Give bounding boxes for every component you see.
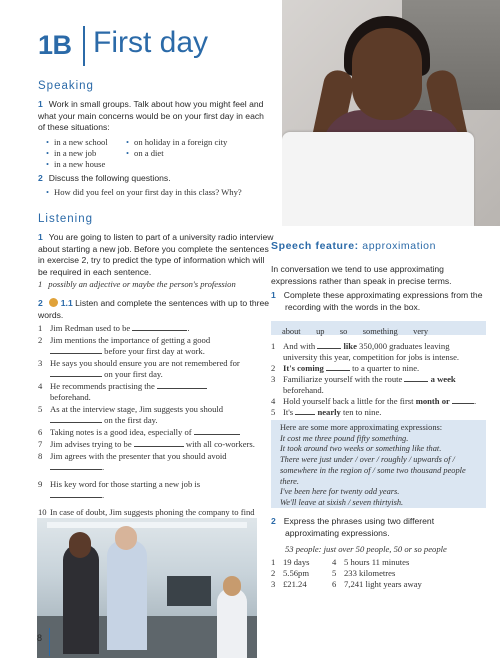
listening-heading: Listening bbox=[38, 213, 94, 225]
page-number: 8 bbox=[37, 633, 43, 643]
unit-number: 1B bbox=[38, 30, 72, 60]
phrases-right: 4 5 hours 11 minutes 5 233 kilometres 6 7,241 light years away bbox=[332, 557, 422, 589]
speaking-ex1: 1 Work in small groups. Talk about how you might feel and what your main concerns would be on your first day in each of these situations: bbox=[38, 99, 264, 132]
expressions-note-box: Here are some more approximating expressions: It cost me three pound fifty something. It took around two weeks or something like that. There were just under / over / roughly / upwards of / somewhere in the region of / some two thousand people there. I've been here for twenty odd years. We'll leave at sixish / seven thirtyish. bbox=[271, 420, 486, 508]
situations-left: • in a new school • in a new job • in a new house bbox=[46, 137, 108, 169]
speech-ex2: 2 Express the phrases using two different approximating expressions. bbox=[271, 516, 435, 538]
listening-items: 1 Jim Redman used to be . 2 Jim mentions the importance of getting a good before your first day at work. 3 He says you should ensure you are not remembered for on your first day. 4 He recommends practising the beforehand. 5 As at the interview stage, Jim suggests you should on the first day. 6 Taking notes is a good idea, especially of 7 Jim advises trying to be with all co-workers. 8 Jim agrees with the presenter that you should avoid . 9 His key word for those starting a new job is . 10 In case of doubt, Jim suggests phoning the company to find bbox=[38, 323, 258, 529]
word-option: very bbox=[413, 327, 429, 336]
title-divider bbox=[83, 26, 85, 66]
speech-ex2-example: 53 people: just over 50 people, 50 or so people bbox=[285, 544, 447, 554]
word-option: about bbox=[282, 327, 301, 336]
photo-office-scene bbox=[37, 518, 257, 658]
listening-ex1: 1 You are going to listen to part of a university radio interview about starting a new job. Before you complete the sentences in exercise 2, try to predict the type of information which will be required in each sentence. bbox=[38, 232, 274, 277]
word-option: something bbox=[362, 327, 398, 336]
approx-items: 1 And with like 350,000 graduates leaving university this year, competition for jobs is intense. 2 It's coming to a quarter to nine. 3 Familiarize yourself with the route a week beforehand. 4 Hold yourself back a little for the first month or . 5 It's nearly ten to nine. bbox=[271, 341, 477, 417]
page-title: First day bbox=[93, 26, 209, 59]
speaking-question: • How did you feel on your first day in this class? Why? bbox=[46, 187, 242, 197]
speech-ex1: 1 Complete these approximating expressions from the recording with the words in the box. bbox=[271, 290, 483, 312]
speech-feature-heading: Speech feature: approximation bbox=[271, 240, 437, 252]
speaking-heading: Speaking bbox=[38, 80, 94, 92]
speaking-ex2: 2 Discuss the following questions. bbox=[38, 173, 171, 183]
audio-icon[interactable] bbox=[49, 298, 58, 307]
listening-example: 1 possibly an adjective or maybe the person's profession bbox=[38, 279, 236, 289]
word-option: so bbox=[339, 327, 348, 336]
speech-feature-intro: In conversation we tend to use approximating expressions rather than speak in precise terms. bbox=[271, 264, 452, 286]
photo-stressed-woman bbox=[282, 0, 500, 226]
page-number-divider bbox=[49, 628, 50, 656]
phrases-left: 1 19 days 2 5.56pm 3 £21.24 bbox=[271, 557, 310, 589]
word-box bbox=[271, 321, 486, 335]
listening-ex2: 2 1.1 Listen and complete the sentences with up to three words. bbox=[38, 298, 270, 320]
word-option: up bbox=[316, 327, 325, 336]
situations-right: • on holiday in a foreign city • on a diet bbox=[126, 137, 228, 158]
